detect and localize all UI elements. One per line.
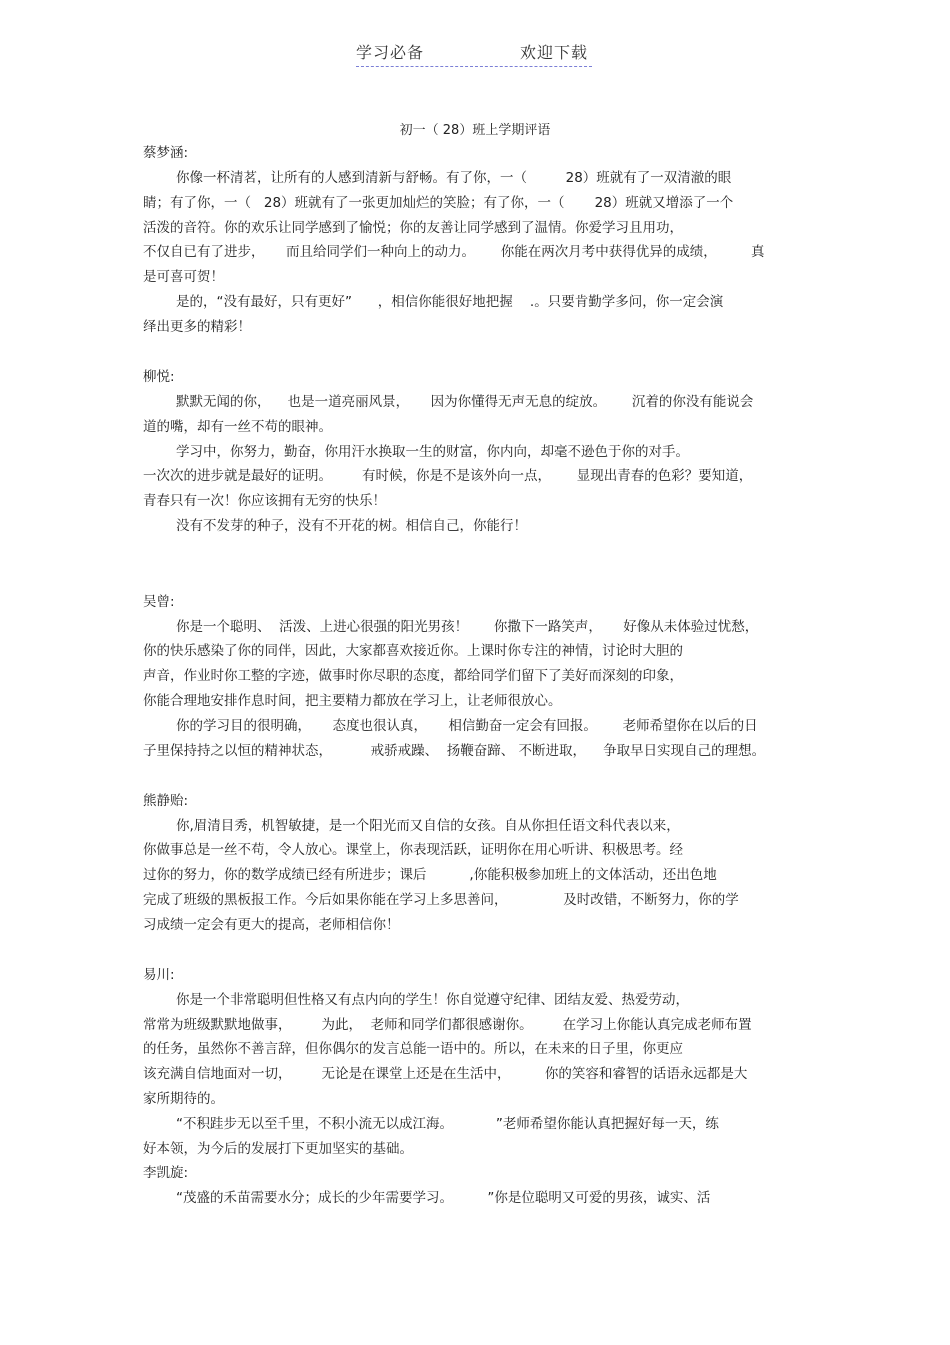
text-line: 家所期待的。 [143,1091,224,1107]
text-line: 你的学习目的很明确， 态度也很认真， 相信勤奋一定会有回报。 老师希望你在以后的日 [176,718,758,734]
text-line: 绎出更多的精彩！ [143,319,251,335]
page-header [356,40,592,67]
student-name: 易川: [143,967,175,983]
text-line: 完成了班级的黑板报工作。今后如果你能在学习上多思善问， 及时改错，不断努力，你的学 [143,892,739,908]
student-name: 吴曾: [143,594,175,610]
text-line: 不仅自已有了进步， 而且给同学们一种向上的动力。 你能在两次月考中获得优异的成绩， 真 [143,244,765,260]
text-line: 子里保持持之以恒的精神状态， 戒骄戒躁、 扬鞭奋蹄、 不断进取， 争取早日实现自己的理想。 [143,743,766,759]
text-line: 你像一杯清茗，让所有的人感到清新与舒畅。有了你，一（ 28）班就有了一双清澈的眼 [176,170,732,186]
student-name: 蔡梦涵: [143,145,189,161]
text-line: 活泼的音符。你的欢乐让同学感到了愉悦；你的友善让同学感到了温情。你爱学习且用功， [143,220,683,236]
text-line: 你能合理地安排作息时间，把主要精力都放在学习上，让老师很放心。 [143,693,562,709]
student-name: 熊静贻: [143,793,189,809]
text-line: 声音，作业时你工整的字迹，做事时你尽职的态度，都给同学们留下了美好而深刻的印象， [143,668,683,684]
text-line: 的任务，虽然你不善言辞，但你偶尔的发言总能一语中的。所以，在未来的日子里，你更应 [143,1041,683,1057]
text-line: 一次次的进步就是最好的证明。 有时候，你是不是该外向一点， 显现出青春的色彩？要知道， [143,468,753,484]
text-line: 默默无闻的你， 也是一道亮丽风景， 因为你懂得无声无息的绽放。 沉着的你没有能说会 [176,394,754,410]
text-line: 是可喜可贺！ [143,269,224,285]
text-line: 你是一个非常聪明但性格又有点内向的学生！你自觉遵守纪律、团结友爱、热爱劳动， [176,992,689,1008]
text-line: 你,眉清目秀，机智敏捷，是一个阳光而又自信的女孩。自从你担任语文科代表以来， [176,818,680,834]
text-line: 道的嘴，却有一丝不苟的眼神。 [143,419,332,435]
text-line: 学习中，你努力，勤奋，你用汗水换取一生的财富，你内向，却毫不逊色于你的对手。 [176,444,689,460]
text-line: 没有不发芽的种子，没有不开花的树。相信自己，你能行！ [176,518,527,534]
text-line: 青春只有一次！你应该拥有无穷的快乐！ [143,493,386,509]
text-line: 你是一个聪明、 活泼、上进心很强的阳光男孩！ 你撒下一路笑声， 好像从未体验过忧愁， [176,619,759,635]
text-line: 习成绩一定会有更大的提高，老师相信你！ [143,917,400,933]
student-name: 李凯旋: [143,1165,189,1181]
text-line: 你的快乐感染了你的同伴，因此，大家都喜欢接近你。上课时你专注的神情，讨论时大胆的 [143,643,683,659]
header-right: 欢迎下载 [519,43,588,62]
text-line: “不积跬步无以至千里，不积小流无以成江海。 ”老师希望你能认真把握好每一天，练 [176,1116,719,1132]
student-name: 柳悦: [143,369,175,385]
text-line: 常常为班级默默地做事， 为此， 老师和同学们都很感谢你。 在学习上你能认真完成老师布置 [143,1017,752,1033]
text-line: 睛；有了你，一（ 28）班就有了一张更加灿烂的笑脸；有了你，一（ 28）班就又增添了一个 [143,195,734,211]
text-line: 好本领，为今后的发展打下更加坚实的基础。 [143,1141,413,1157]
text-line: 是的，“没有最好，只有更好” ，相信你能很好地把握 .。只要肯勤学多问，你一定会演 [176,294,724,310]
text-line: 你做事总是一丝不苟，令人放心。课堂上，你表现活跃，证明你在用心听讲、积极思考。经 [143,842,683,858]
header-left: 学习必备 [356,43,425,62]
text-line: “茂盛的禾苗需要水分；成长的少年需要学习。 ”你是位聪明又可爱的男孩，诚实、活 [176,1190,711,1206]
text-line: 该充满自信地面对一切， 无论是在课堂上还是在生活中， 你的笑容和睿智的话语永远都是大 [143,1066,748,1082]
text-line: 过你的努力，你的数学成绩已经有所进步；课后 ,你能积极参加班上的文体活动，还出色地 [143,867,717,883]
document-title: 初一（ 28）班上学期评语 [399,123,551,138]
